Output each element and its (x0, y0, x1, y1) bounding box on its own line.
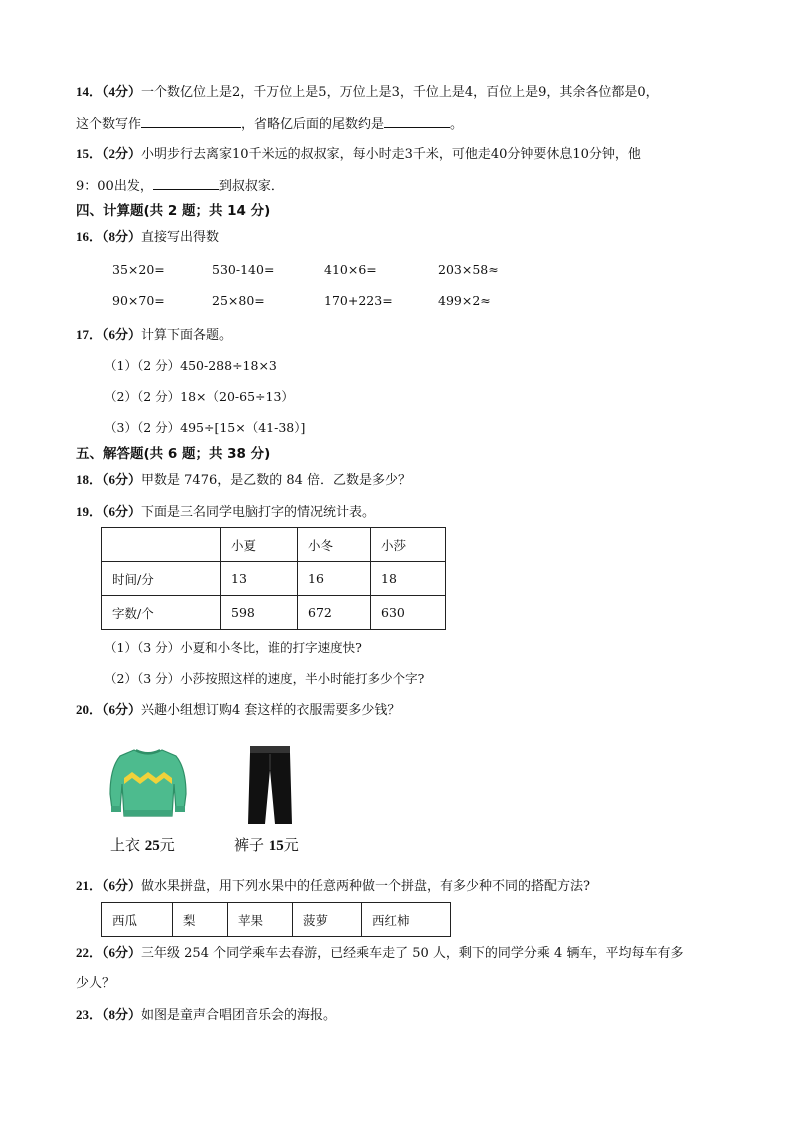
sweater-price: 25 (144, 838, 160, 854)
q23-number: 23． (76, 1007, 103, 1022)
q23-line (76, 1005, 336, 1026)
pants-price: 15 (268, 838, 284, 854)
q15-answer-blank[interactable] (153, 175, 219, 190)
q21-line (76, 876, 590, 897)
q14-points: （4分） (102, 84, 142, 99)
table-cell (102, 528, 221, 562)
q15-number: 15． (76, 146, 103, 161)
table-row (102, 903, 451, 937)
pants-label: 裤子 (234, 836, 265, 854)
q23-text: 如图是童声合唱团音乐会的海报。 (141, 1008, 337, 1023)
q17-number: 17． (76, 327, 103, 342)
q21-points: （6分） (102, 878, 142, 893)
q17-line (76, 325, 232, 346)
table-row (102, 596, 446, 630)
pants-unit: 元 (283, 836, 299, 854)
q14-answer-blank-2[interactable] (384, 113, 450, 128)
table-header-row (102, 528, 446, 562)
q15-text2a: 9：00出发， (76, 179, 153, 194)
table-cell: 小冬 (298, 528, 371, 562)
q19-line (76, 502, 375, 523)
q22-text: 三年级 254 个同学乘车去春游，已经乘车走了 50 人，剩下的同学分乘 4 辆车，平均每车有多 (141, 946, 684, 961)
sweater-label: 上衣 (110, 836, 141, 854)
q18-text: 甲数是 7476，是乙数的 84 倍．乙数是多少？ (141, 473, 412, 488)
table-cell: 598 (221, 596, 298, 630)
q19-text: 下面是三名同学电脑打字的情况统计表。 (141, 505, 376, 520)
q17-sub1: （1）（2 分）450-288÷18×3 (104, 358, 277, 373)
table-cell: 字数/个 (102, 596, 221, 630)
q16-points: （8分） (102, 229, 142, 244)
calc-item: 90×70= (112, 293, 165, 308)
q14-text2a: 这个数写作 (76, 117, 142, 132)
q15-text2b: 到叔叔家． (218, 179, 284, 194)
q17-text: 计算下面各题。 (141, 328, 233, 343)
table-cell: 小莎 (371, 528, 446, 562)
q22-line1 (76, 943, 683, 964)
q14-line1 (76, 82, 659, 103)
sweater-unit: 元 (159, 836, 175, 854)
q21-number: 21． (76, 878, 103, 893)
q20-text: 兴趣小组想订购4 套这样的衣服需要多少钱？ (141, 703, 401, 718)
sweater-price-label (110, 834, 175, 855)
section4-title: 四、计算题(共 2 题；共 14 分) (76, 203, 271, 219)
q16-text: 直接写出得数 (141, 230, 220, 245)
q20-line (76, 700, 400, 721)
calc-item: 530-140= (212, 262, 275, 277)
q18-points: （6分） (102, 472, 142, 487)
q19-points: （6分） (102, 504, 142, 519)
calc-item: 25×80= (212, 293, 265, 308)
q21-text: 做水果拼盘，用下列水果中的任意两种做一个拼盘，有多少种不同的搭配方法? (141, 879, 591, 894)
table-row (102, 562, 446, 596)
q17-points: （6分） (102, 327, 142, 342)
q17-sub3: （3）（2 分）495÷[15×（41-38）] (104, 420, 306, 435)
table-cell: 梨 (173, 903, 228, 937)
table-cell: 16 (298, 562, 371, 596)
q20-points: （6分） (102, 702, 142, 717)
q14-answer-blank-1[interactable] (141, 113, 241, 128)
table-cell: 西红柿 (362, 903, 451, 937)
q19-sub1: （1）（3 分）小夏和小冬比，谁的打字速度快? (104, 640, 362, 655)
calc-item: 170+223= (324, 293, 393, 308)
calc-item: 35×20= (112, 262, 165, 277)
q14-number: 14． (76, 84, 103, 99)
table-cell: 时间/分 (102, 562, 221, 596)
q22-number: 22． (76, 945, 103, 960)
q15-text: 小明步行去离家10千米远的叔叔家，每小时走3千米，可他走40分钟要休息10分钟，他 (141, 147, 641, 162)
section5-title: 五、解答题(共 6 题；共 38 分) (76, 446, 271, 462)
q15-line2 (76, 175, 284, 197)
pants-icon (244, 744, 296, 826)
q17-sub2: （2）（2 分）18×（20-65÷13） (104, 389, 294, 404)
calc-item: 203×58≈ (438, 262, 499, 277)
table-cell: 18 (371, 562, 446, 596)
q22-points: （6分） (102, 945, 142, 960)
q23-points: （8分） (102, 1007, 142, 1022)
q22-line2: 少人？ (76, 976, 116, 991)
q16-number: 16． (76, 229, 103, 244)
calc-item: 499×2≈ (438, 293, 491, 308)
table-cell: 小夏 (221, 528, 298, 562)
table-cell: 西瓜 (102, 903, 173, 937)
q15-points: （2分） (102, 146, 142, 161)
table-cell: 630 (371, 596, 446, 630)
q16-line (76, 227, 219, 248)
sweater-icon (106, 744, 190, 824)
q18-number: 18． (76, 472, 103, 487)
table-cell: 菠萝 (293, 903, 362, 937)
q18-line (76, 470, 411, 491)
q14-text2c: 。 (450, 117, 464, 132)
q14-line2 (76, 113, 463, 135)
q14-text2b: ，省略亿后面的尾数约是 (241, 117, 385, 132)
table-cell: 672 (298, 596, 371, 630)
table-cell: 13 (221, 562, 298, 596)
q15-line1 (76, 144, 641, 165)
q14-text: 一个数亿位上是2，千万位上是5，万位上是3，千位上是4，百位上是9，其余各位都是0， (141, 85, 659, 100)
pants-price-label (234, 834, 299, 855)
fruit-table (101, 902, 451, 937)
calc-item: 410×6= (324, 262, 377, 277)
q19-number: 19． (76, 504, 103, 519)
typing-stats-table (101, 527, 446, 630)
q20-number: 20． (76, 702, 103, 717)
q19-sub2: （2）（3 分）小莎按照这样的速度，半小时能打多少个字? (104, 671, 425, 686)
table-cell: 苹果 (228, 903, 293, 937)
